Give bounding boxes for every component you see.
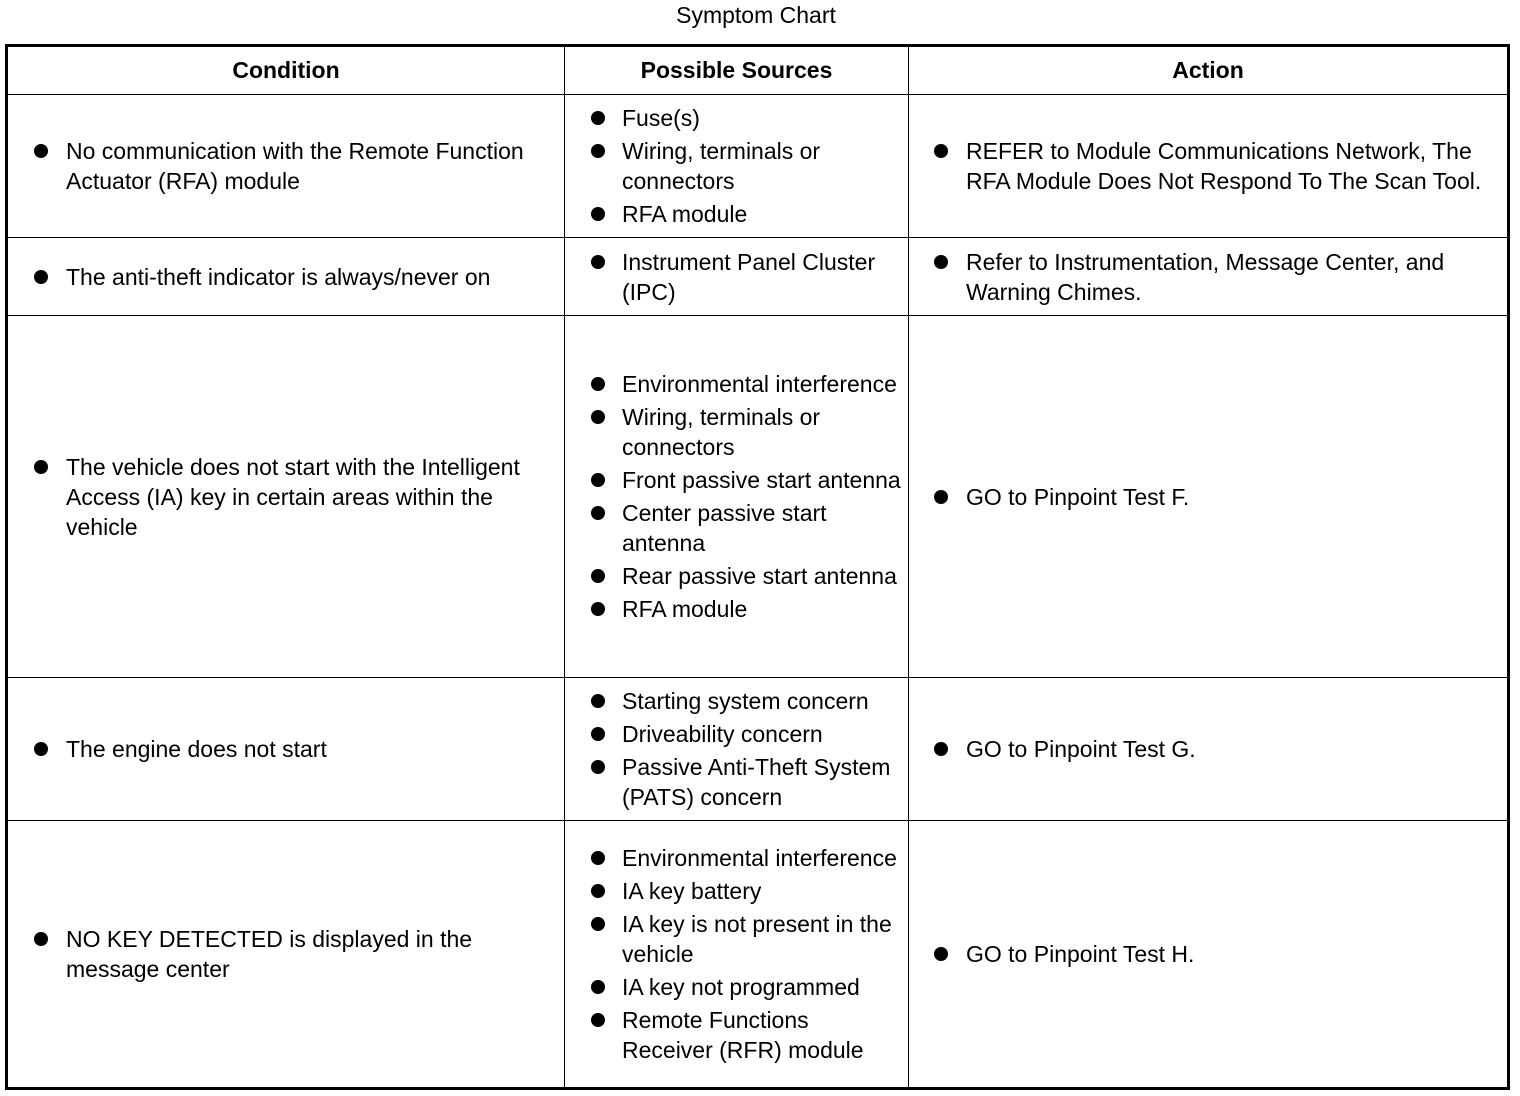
bullet-icon xyxy=(591,1013,605,1027)
condition-text: NO KEY DETECTED is displayed in the message center xyxy=(66,926,473,982)
list-item xyxy=(565,686,904,716)
bullet-icon xyxy=(591,569,605,583)
action-cell xyxy=(909,316,1509,678)
condition-text: The anti-theft indicator is always/never on xyxy=(66,263,491,290)
bullet-icon xyxy=(591,760,605,774)
bullet-icon xyxy=(34,742,48,756)
list-item xyxy=(909,734,1493,764)
action-text: GO to Pinpoint Test H. xyxy=(966,941,1195,967)
bullet-icon xyxy=(934,742,948,756)
action-text: GO to Pinpoint Test F. xyxy=(966,483,1190,510)
condition-text: No communication with the Remote Function Actuator (RFA) module xyxy=(66,138,524,194)
condition-text: The engine does not start xyxy=(66,736,327,762)
source-text: Front passive start antenna xyxy=(622,467,901,493)
header-condition: Condition xyxy=(7,46,565,95)
list-item xyxy=(565,843,904,873)
bullet-icon xyxy=(591,255,605,269)
source-text: Rear passive start antenna xyxy=(622,563,897,589)
action-cell xyxy=(909,238,1509,316)
source-text: Remote Functions Receiver (RFR) module xyxy=(622,1007,864,1063)
sources-cell xyxy=(565,821,909,1089)
condition-cell xyxy=(7,95,565,238)
list-item xyxy=(565,369,904,399)
list-item xyxy=(565,561,904,591)
bullet-icon xyxy=(591,144,605,158)
action-cell xyxy=(909,678,1509,821)
header-action: Action xyxy=(909,46,1509,95)
list-item xyxy=(8,924,546,984)
sources-cell xyxy=(565,95,909,238)
condition-text: The vehicle does not start with the Intelligent Access (IA) key in certain areas within the vehicle xyxy=(66,453,520,540)
bullet-icon xyxy=(934,255,948,269)
action-text: Refer to Instrumentation, Message Center, and Warning Chimes. xyxy=(966,248,1445,305)
list-item xyxy=(909,247,1493,307)
source-text: Wiring, terminals or connectors xyxy=(622,138,821,194)
condition-cell xyxy=(7,821,565,1089)
bullet-icon xyxy=(591,884,605,898)
header-row xyxy=(7,46,1509,95)
symptom-chart-table xyxy=(5,44,1510,1090)
list-item xyxy=(565,719,904,749)
source-text: Center passive start antenna xyxy=(622,500,827,556)
list-item xyxy=(565,594,904,624)
list-item xyxy=(909,136,1493,196)
sources-cell xyxy=(565,678,909,821)
condition-cell xyxy=(7,316,565,678)
bullet-icon xyxy=(591,917,605,931)
bullet-icon xyxy=(591,851,605,865)
list-item xyxy=(565,103,904,133)
list-item xyxy=(565,1005,904,1065)
sources-cell xyxy=(565,316,909,678)
bullet-icon xyxy=(591,377,605,391)
list-item xyxy=(565,909,904,969)
list-item xyxy=(8,734,546,764)
bullet-icon xyxy=(934,947,948,961)
list-item xyxy=(909,939,1493,969)
action-text: REFER to Module Communications Network, The RFA Module Does Not Respond To The Scan Tool. xyxy=(966,138,1482,194)
list-item xyxy=(565,876,904,906)
source-text: RFA module xyxy=(622,596,748,622)
source-text: Passive Anti-Theft System (PATS) concern xyxy=(622,754,891,810)
table-row xyxy=(7,316,1509,678)
source-text: RFA module xyxy=(622,201,748,227)
source-text: IA key battery xyxy=(622,878,762,904)
bullet-icon xyxy=(591,506,605,520)
action-text: GO to Pinpoint Test G. xyxy=(966,736,1196,762)
bullet-icon xyxy=(34,270,48,284)
list-item xyxy=(8,262,546,292)
table-row xyxy=(7,821,1509,1089)
sources-cell xyxy=(565,238,909,316)
list-item xyxy=(565,402,904,462)
table-row xyxy=(7,238,1509,316)
bullet-icon xyxy=(934,144,948,158)
action-cell xyxy=(909,95,1509,238)
source-text: Instrument Panel Cluster (IPC) xyxy=(622,248,876,305)
list-item xyxy=(8,136,546,196)
bullet-icon xyxy=(591,727,605,741)
source-text: Driveability concern xyxy=(622,721,823,747)
list-item xyxy=(565,199,904,229)
header-possible-sources: Possible Sources xyxy=(565,46,909,95)
source-text: Starting system concern xyxy=(622,688,869,714)
source-text: Environmental interference xyxy=(622,371,897,397)
bullet-icon xyxy=(591,410,605,424)
action-cell xyxy=(909,821,1509,1089)
bullet-icon xyxy=(591,207,605,221)
list-item xyxy=(8,452,546,542)
bullet-icon xyxy=(591,602,605,616)
bullet-icon xyxy=(34,144,48,158)
list-item xyxy=(909,482,1493,512)
page-title: Symptom Chart xyxy=(676,2,836,28)
source-text: Wiring, terminals or connectors xyxy=(622,404,821,460)
bullet-icon xyxy=(591,473,605,487)
source-text: IA key not programmed xyxy=(622,974,860,1000)
table-row xyxy=(7,95,1509,238)
bullet-icon xyxy=(34,932,48,946)
bullet-icon xyxy=(34,460,48,474)
bullet-icon xyxy=(934,490,948,504)
list-item xyxy=(565,136,904,196)
table-row xyxy=(7,678,1509,821)
list-item xyxy=(565,247,904,307)
bullet-icon xyxy=(591,980,605,994)
condition-cell xyxy=(7,678,565,821)
condition-cell xyxy=(7,238,565,316)
source-text: Fuse(s) xyxy=(622,105,700,131)
list-item xyxy=(565,465,904,495)
bullet-icon xyxy=(591,111,605,125)
source-text: Environmental interference xyxy=(622,845,897,871)
list-item xyxy=(565,498,904,558)
list-item xyxy=(565,752,904,812)
bullet-icon xyxy=(591,694,605,708)
list-item xyxy=(565,972,904,1002)
source-text: IA key is not present in the vehicle xyxy=(622,911,892,967)
